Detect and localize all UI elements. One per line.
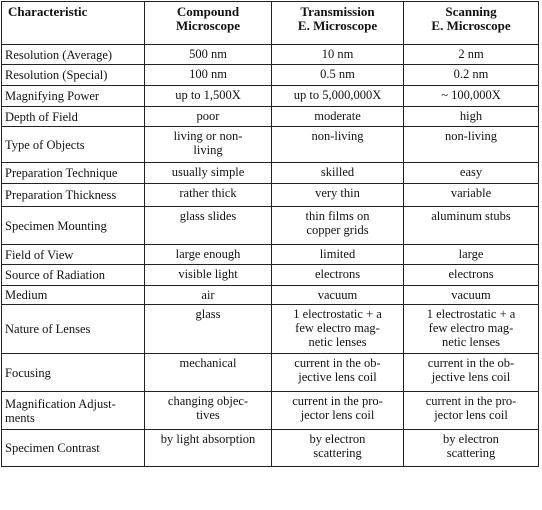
- row-label: [2, 392, 145, 430]
- row-label: [2, 45, 145, 65]
- table-row: [2, 45, 539, 65]
- scanning-value-cell: [404, 65, 539, 86]
- cell-text-line: E. Microscope: [297, 18, 378, 33]
- cell-text-line: scattering: [446, 446, 496, 460]
- transmission-value-cell: [272, 86, 404, 107]
- cell-text-line: jective lens coil: [298, 370, 377, 384]
- transmission-value-cell: [272, 184, 404, 207]
- row-label: [2, 430, 145, 467]
- cell-text-line: air: [201, 288, 215, 302]
- cell-text-line: Microscope: [175, 18, 241, 33]
- cell-text-line: Transmission: [300, 4, 375, 19]
- transmission-value-cell: [272, 392, 404, 430]
- row-label: [2, 163, 145, 184]
- scanning-value-cell: [404, 86, 539, 107]
- cell-text-line: living or non-: [173, 129, 243, 143]
- cell-text-line: E. Microscope: [431, 18, 511, 33]
- row-label: [2, 86, 145, 107]
- table-row: [2, 207, 539, 245]
- row-label: [2, 245, 145, 265]
- table-row: [2, 392, 539, 430]
- table-body: [2, 45, 539, 467]
- transmission-value-cell: [272, 265, 404, 286]
- header-transmission-microscope: [272, 2, 404, 45]
- cell-text-line: tives: [196, 408, 220, 422]
- cell-text-line: non-living: [444, 129, 498, 143]
- transmission-value-cell: [272, 127, 404, 163]
- header-scanning-microscope: [404, 2, 539, 45]
- cell-text-line: changing objec-: [167, 394, 249, 408]
- cell-text-line: current in the ob-: [427, 356, 515, 370]
- cell-text-line: variable: [450, 186, 492, 200]
- transmission-value-cell: [272, 354, 404, 392]
- compound-value-cell: [145, 305, 272, 354]
- cell-text-line: vacuum: [451, 288, 491, 302]
- scanning-value-cell: [404, 245, 539, 265]
- compound-value-cell: [145, 107, 272, 127]
- table-row: [2, 265, 539, 286]
- transmission-value-cell: [272, 305, 404, 354]
- cell-text-line: by electron: [443, 432, 499, 446]
- cell-text-line: Resolution (Special): [5, 68, 108, 82]
- cell-text-line: very thin: [315, 186, 360, 200]
- cell-text-line: netic lenses: [308, 335, 367, 349]
- cell-text-line: current in the ob-: [294, 356, 381, 370]
- compound-value-cell: [145, 286, 272, 305]
- cell-text-line: Preparation Technique: [5, 166, 118, 180]
- cell-text-line: large: [458, 247, 484, 261]
- cell-text-line: skilled: [320, 165, 355, 179]
- transmission-value-cell: [272, 245, 404, 265]
- cell-text-line: Nature of Lenses: [5, 322, 91, 336]
- microscope-comparison-table: [1, 1, 539, 467]
- table-row: [2, 163, 539, 184]
- cell-text-line: aluminum stubs: [431, 209, 511, 223]
- compound-value-cell: [145, 392, 272, 430]
- cell-text-line: 0.5 nm: [320, 67, 355, 81]
- cell-text-line: electrons: [314, 267, 361, 281]
- cell-text-line: ments: [5, 410, 35, 425]
- cell-text-line: Characteristic: [8, 4, 88, 19]
- cell-text-line: Preparation Thickness: [5, 188, 117, 202]
- cell-text-line: Focusing: [5, 365, 51, 380]
- table-row: [2, 354, 539, 392]
- cell-text-line: Medium: [5, 288, 48, 302]
- cell-text-line: up to 5,000,000X: [293, 88, 382, 102]
- row-label: [2, 286, 145, 305]
- cell-text-line: few electro mag-: [428, 321, 514, 335]
- transmission-value-cell: [272, 430, 404, 467]
- cell-text-line: poor: [196, 109, 220, 123]
- scanning-value-cell: [404, 305, 539, 354]
- cell-text-line: Depth of Field: [5, 109, 78, 124]
- cell-text-line: copper grids: [306, 223, 369, 237]
- cell-text-line: vacuum: [317, 288, 358, 302]
- row-label: [2, 207, 145, 245]
- row-label: [2, 65, 145, 86]
- transmission-value-cell: [272, 65, 404, 86]
- cell-text-line: 2 nm: [458, 47, 484, 61]
- compound-value-cell: [145, 163, 272, 184]
- cell-text-line: by light absorption: [160, 432, 256, 446]
- cell-text-line: 1 electrostatic + a: [293, 307, 382, 321]
- table-row: [2, 245, 539, 265]
- cell-text-line: Compound: [176, 4, 240, 19]
- compound-value-cell: [145, 207, 272, 245]
- table-row: [2, 286, 539, 305]
- row-label: [2, 265, 145, 286]
- cell-text-line: scattering: [313, 446, 362, 460]
- cell-text-line: living: [193, 143, 223, 157]
- cell-text-line: usually simple: [171, 165, 245, 179]
- scanning-value-cell: [404, 184, 539, 207]
- cell-text-line: moderate: [314, 109, 361, 123]
- cell-text-line: up to 1,500X: [175, 88, 241, 102]
- compound-value-cell: [145, 127, 272, 163]
- cell-text-line: by electron: [309, 432, 366, 446]
- row-label: [2, 127, 145, 163]
- scanning-value-cell: [404, 163, 539, 184]
- cell-text-line: netic lenses: [442, 335, 500, 349]
- table-row: [2, 65, 539, 86]
- row-label: [2, 354, 145, 392]
- cell-text-line: rather thick: [179, 186, 237, 200]
- cell-text-line: visible light: [178, 267, 238, 281]
- cell-text-line: large enough: [175, 247, 241, 261]
- cell-text-line: Field of View: [5, 247, 74, 262]
- scanning-value-cell: [404, 392, 539, 430]
- cell-text-line: high: [459, 109, 483, 123]
- comparison-table-container: [1, 1, 538, 467]
- compound-value-cell: [145, 265, 272, 286]
- cell-text-line: current in the pro-: [425, 394, 517, 408]
- table-row: [2, 127, 539, 163]
- cell-text-line: Specimen Contrast: [5, 441, 100, 455]
- row-label: [2, 107, 145, 127]
- cell-text-line: few electro mag-: [295, 321, 380, 335]
- header-compound-microscope: [145, 2, 272, 45]
- cell-text-line: non-living: [311, 129, 364, 143]
- cell-text-line: thin films on: [305, 209, 370, 223]
- header-characteristic: [2, 2, 145, 45]
- cell-text-line: ~ 100,000X: [441, 88, 501, 102]
- cell-text-line: Scanning: [445, 4, 497, 19]
- scanning-value-cell: [404, 354, 539, 392]
- transmission-value-cell: [272, 45, 404, 65]
- scanning-value-cell: [404, 207, 539, 245]
- cell-text-line: jector lens coil: [434, 408, 508, 422]
- cell-text-line: easy: [459, 165, 483, 179]
- cell-text-line: mechanical: [179, 356, 237, 370]
- scanning-value-cell: [404, 430, 539, 467]
- cell-text-line: Source of Radiation: [5, 268, 105, 282]
- cell-text-line: glass slides: [179, 209, 237, 223]
- compound-value-cell: [145, 86, 272, 107]
- transmission-value-cell: [272, 286, 404, 305]
- cell-text-line: glass: [195, 307, 221, 321]
- scanning-value-cell: [404, 127, 539, 163]
- scanning-value-cell: [404, 107, 539, 127]
- transmission-value-cell: [272, 107, 404, 127]
- cell-text-line: Specimen Mounting: [5, 218, 107, 233]
- cell-text-line: 10 nm: [321, 47, 354, 61]
- cell-text-line: 500 nm: [189, 47, 227, 61]
- cell-text-line: jector lens coil: [300, 408, 375, 422]
- table-header-row: [2, 2, 539, 45]
- cell-text-line: Type of Objects: [5, 137, 85, 152]
- compound-value-cell: [145, 430, 272, 467]
- table-row: [2, 86, 539, 107]
- compound-value-cell: [145, 354, 272, 392]
- table-row: [2, 305, 539, 354]
- compound-value-cell: [145, 65, 272, 86]
- compound-value-cell: [145, 184, 272, 207]
- row-label: [2, 305, 145, 354]
- cell-text-line: Resolution (Average): [5, 47, 113, 62]
- scanning-value-cell: [404, 265, 539, 286]
- scanning-value-cell: [404, 286, 539, 305]
- cell-text-line: electrons: [448, 267, 494, 281]
- table-row: [2, 430, 539, 467]
- cell-text-line: current in the pro-: [292, 394, 383, 408]
- cell-text-line: 1 electrostatic + a: [426, 307, 516, 321]
- cell-text-line: Magnifying Power: [5, 89, 100, 103]
- row-label: [2, 184, 145, 207]
- cell-text-line: jective lens coil: [431, 370, 511, 384]
- compound-value-cell: [145, 245, 272, 265]
- cell-text-line: 100 nm: [189, 67, 227, 81]
- scanning-value-cell: [404, 45, 539, 65]
- table-row: [2, 107, 539, 127]
- table-row: [2, 184, 539, 207]
- cell-text-line: limited: [319, 247, 356, 261]
- cell-text-line: 0.2 nm: [453, 67, 489, 81]
- transmission-value-cell: [272, 163, 404, 184]
- compound-value-cell: [145, 45, 272, 65]
- cell-text-line: Magnification Adjust-: [5, 396, 116, 411]
- transmission-value-cell: [272, 207, 404, 245]
